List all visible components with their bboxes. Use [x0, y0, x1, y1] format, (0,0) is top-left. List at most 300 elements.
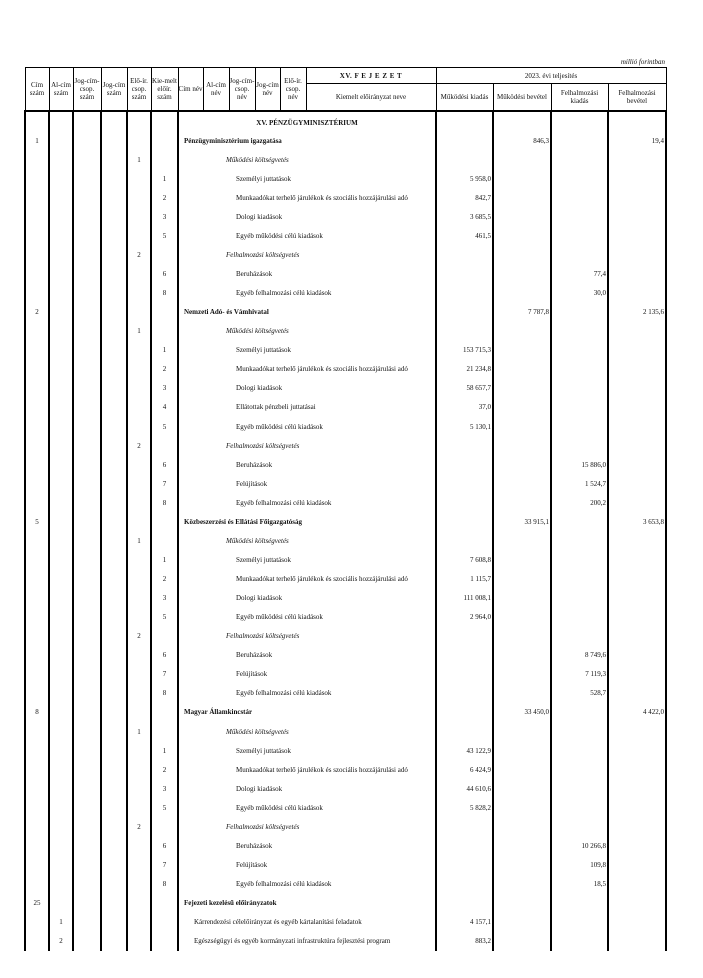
- alcim-szam-cell: [49, 245, 73, 264]
- table-row: [25, 665, 666, 684]
- mukodesi-bevetel-cell: [493, 855, 551, 874]
- eloir-csop-szam-cell: [127, 188, 151, 207]
- eloir-csop-szam-cell: [127, 455, 151, 474]
- jogcimcsop-szam-cell: [73, 455, 101, 474]
- budget-table: [24, 67, 667, 951]
- eloir-csop-szam-cell: [127, 360, 151, 379]
- felhalmozasi-kiadas-cell: [551, 398, 608, 417]
- table-row: [25, 417, 666, 436]
- jogcim-szam-cell: [101, 589, 127, 608]
- felhalmozasi-bevetel-cell: [608, 836, 666, 855]
- alcim-szam-cell: [49, 779, 73, 798]
- item-name-cell: Egyéb működési célú kiadások: [178, 226, 436, 245]
- kiemelt-eloir-szam-cell: 2: [151, 188, 178, 207]
- jogcimcsop-szam-cell: [73, 169, 101, 188]
- header-kiemelt-eloir-szam: Kie-melt előír. szám: [151, 68, 178, 112]
- felhalmozasi-kiadas-cell: [551, 894, 608, 913]
- table-row: [25, 779, 666, 798]
- header-jogcimcsop-nev: Jog-cím-csop. név: [229, 68, 255, 112]
- eloir-csop-szam-cell: [127, 169, 151, 188]
- felhalmozasi-bevetel-cell: [608, 913, 666, 932]
- table-row: [25, 474, 666, 493]
- alcim-szam-cell: [49, 855, 73, 874]
- mukodesi-kiadas-cell: 2 964,0: [436, 608, 493, 627]
- eloir-csop-szam-cell: [127, 760, 151, 779]
- item-name-cell: Nemzeti Adó- és Vámhivatal: [178, 303, 436, 322]
- eloir-csop-szam-cell: [127, 646, 151, 665]
- alcim-szam-cell: [49, 360, 73, 379]
- eloir-csop-szam-cell: [127, 341, 151, 360]
- felhalmozasi-bevetel-cell: [608, 436, 666, 455]
- felhalmozasi-bevetel-cell: [608, 646, 666, 665]
- item-name-cell: Közbeszerzési és Ellátási Főigazgatóság: [178, 512, 436, 531]
- eloir-csop-szam-cell: [127, 493, 151, 512]
- alcim-szam-cell: [49, 474, 73, 493]
- mukodesi-bevetel-cell: [493, 284, 551, 303]
- jogcim-szam-cell: [101, 779, 127, 798]
- jogcim-szam-cell: [101, 703, 127, 722]
- kiemelt-eloir-szam-cell: 6: [151, 646, 178, 665]
- table-row: [25, 150, 666, 169]
- felhalmozasi-bevetel-cell: [608, 245, 666, 264]
- alcim-szam-cell: [49, 646, 73, 665]
- jogcim-szam-cell: [101, 493, 127, 512]
- alcim-szam-cell: [49, 207, 73, 226]
- table-body: [25, 111, 666, 951]
- alcim-szam-cell: [49, 894, 73, 913]
- jogcimcsop-szam-cell: [73, 341, 101, 360]
- felhalmozasi-bevetel-cell: [608, 722, 666, 741]
- alcim-szam-cell: [49, 265, 73, 284]
- alcim-szam-cell: [49, 608, 73, 627]
- table-row: [25, 608, 666, 627]
- felhalmozasi-kiadas-cell: [551, 512, 608, 531]
- kiemelt-eloir-szam-cell: [151, 894, 178, 913]
- jogcim-szam-cell: [101, 531, 127, 550]
- kiemelt-eloir-szam-cell: 1: [151, 341, 178, 360]
- cim-szam-cell: [25, 226, 49, 245]
- eloir-csop-szam-cell: 1: [127, 531, 151, 550]
- felhalmozasi-bevetel-cell: [608, 627, 666, 646]
- alcim-szam-cell: 1: [49, 913, 73, 932]
- mukodesi-kiadas-cell: [436, 665, 493, 684]
- jogcimcsop-szam-cell: [73, 855, 101, 874]
- kiemelt-eloir-szam-cell: [151, 722, 178, 741]
- kiemelt-eloir-szam-cell: [151, 531, 178, 550]
- felhalmozasi-bevetel-cell: [608, 570, 666, 589]
- felhalmozasi-kiadas-cell: 30,0: [551, 284, 608, 303]
- header-alcim-nev: Al-cím név: [203, 68, 229, 112]
- felhalmozasi-bevetel-cell: 3 653,8: [608, 512, 666, 531]
- table-row: [25, 894, 666, 913]
- eloir-csop-szam-cell: [127, 684, 151, 703]
- mukodesi-kiadas-cell: [436, 455, 493, 474]
- table-row: [25, 760, 666, 779]
- cim-szam-cell: 25: [25, 894, 49, 913]
- kiemelt-eloir-szam-cell: 3: [151, 589, 178, 608]
- felhalmozasi-kiadas-cell: [551, 303, 608, 322]
- jogcim-szam-cell: [101, 836, 127, 855]
- eloir-csop-szam-cell: 2: [127, 627, 151, 646]
- jogcimcsop-szam-cell: [73, 894, 101, 913]
- cim-szam-cell: [25, 817, 49, 836]
- felhalmozasi-bevetel-cell: [608, 589, 666, 608]
- kiemelt-eloir-szam-cell: 3: [151, 207, 178, 226]
- header-felhalmozasi-bevetel: Felhalmozási bevétel: [608, 84, 666, 112]
- item-name-cell: Kárrendezési célelőirányzat és egyéb kártalanítási feladatok: [178, 913, 436, 932]
- cim-szam-cell: [25, 779, 49, 798]
- eloir-csop-szam-cell: [127, 913, 151, 932]
- alcim-szam-cell: [49, 875, 73, 894]
- table-row: [25, 188, 666, 207]
- alcim-szam-cell: [49, 226, 73, 245]
- jogcimcsop-szam-cell: [73, 188, 101, 207]
- table-row: [25, 493, 666, 512]
- eloir-csop-szam-cell: [127, 836, 151, 855]
- alcim-szam-cell: [49, 493, 73, 512]
- table-row: [25, 360, 666, 379]
- header-fejezet: XV. F E J E Z E T: [306, 68, 436, 84]
- jogcimcsop-szam-cell: [73, 684, 101, 703]
- jogcimcsop-szam-cell: [73, 646, 101, 665]
- felhalmozasi-bevetel-cell: [608, 284, 666, 303]
- kiemelt-eloir-szam-cell: [151, 322, 178, 341]
- mukodesi-kiadas-cell: [436, 722, 493, 741]
- alcim-szam-cell: [49, 436, 73, 455]
- felhalmozasi-kiadas-cell: [551, 417, 608, 436]
- item-name-cell: Dologi kiadások: [178, 207, 436, 226]
- jogcimcsop-szam-cell: [73, 245, 101, 264]
- felhalmozasi-bevetel-cell: [608, 322, 666, 341]
- alcim-szam-cell: [49, 741, 73, 760]
- cim-szam-cell: [25, 265, 49, 284]
- table-row: [25, 684, 666, 703]
- eloir-csop-szam-cell: [127, 284, 151, 303]
- jogcimcsop-szam-cell: [73, 665, 101, 684]
- jogcim-szam-cell: [101, 550, 127, 569]
- mukodesi-bevetel-cell: [493, 417, 551, 436]
- eloir-csop-szam-cell: [127, 398, 151, 417]
- cim-szam-cell: [25, 550, 49, 569]
- mukodesi-bevetel-cell: [493, 493, 551, 512]
- alcim-szam-cell: [49, 703, 73, 722]
- item-name-cell: Működési költségvetés: [178, 150, 436, 169]
- jogcimcsop-szam-cell: [73, 512, 101, 531]
- felhalmozasi-kiadas-cell: [551, 608, 608, 627]
- eloir-csop-szam-cell: [127, 570, 151, 589]
- jogcim-szam-cell: [101, 341, 127, 360]
- cim-szam-cell: [25, 474, 49, 493]
- eloir-csop-szam-cell: [127, 741, 151, 760]
- item-name-cell: Felújítások: [178, 474, 436, 493]
- kiemelt-eloir-szam-cell: 1: [151, 741, 178, 760]
- kiemelt-eloir-szam-cell: [151, 627, 178, 646]
- felhalmozasi-bevetel-cell: [608, 760, 666, 779]
- eloir-csop-szam-cell: [127, 589, 151, 608]
- felhalmozasi-kiadas-cell: [551, 150, 608, 169]
- jogcim-szam-cell: [101, 455, 127, 474]
- jogcimcsop-szam-cell: [73, 360, 101, 379]
- item-name-cell: Egyéb felhalmozási célú kiadások: [178, 875, 436, 894]
- jogcim-szam-cell: [101, 646, 127, 665]
- mukodesi-kiadas-cell: 21 234,8: [436, 360, 493, 379]
- jogcimcsop-szam-cell: [73, 398, 101, 417]
- table-row: [25, 627, 666, 646]
- mukodesi-bevetel-cell: [493, 722, 551, 741]
- eloir-csop-szam-cell: [127, 474, 151, 493]
- kiemelt-eloir-szam-cell: 6: [151, 455, 178, 474]
- mukodesi-kiadas-cell: 883,2: [436, 932, 493, 951]
- felhalmozasi-bevetel-cell: [608, 817, 666, 836]
- mukodesi-bevetel-cell: 33 450,0: [493, 703, 551, 722]
- felhalmozasi-bevetel-cell: [608, 379, 666, 398]
- mukodesi-kiadas-cell: [436, 303, 493, 322]
- jogcimcsop-szam-cell: [73, 703, 101, 722]
- mukodesi-bevetel-cell: [493, 531, 551, 550]
- mukodesi-kiadas-cell: [436, 894, 493, 913]
- item-name-cell: Felhalmozási költségvetés: [178, 817, 436, 836]
- felhalmozasi-kiadas-cell: [551, 741, 608, 760]
- felhalmozasi-kiadas-cell: [551, 207, 608, 226]
- item-name-cell: Munkaadókat terhelő járulékok és szociális hozzájárulási adó: [178, 360, 436, 379]
- table-row: [25, 512, 666, 531]
- cim-szam-cell: 1: [25, 131, 49, 150]
- felhalmozasi-bevetel-cell: [608, 855, 666, 874]
- felhalmozasi-bevetel-cell: [608, 608, 666, 627]
- jogcimcsop-szam-cell: [73, 932, 101, 951]
- jogcimcsop-szam-cell: [73, 436, 101, 455]
- felhalmozasi-kiadas-cell: 200,2: [551, 493, 608, 512]
- mukodesi-bevetel-cell: [493, 150, 551, 169]
- eloir-csop-szam-cell: 1: [127, 150, 151, 169]
- jogcimcsop-szam-cell: [73, 417, 101, 436]
- cim-szam-cell: 8: [25, 703, 49, 722]
- mukodesi-bevetel-cell: [493, 341, 551, 360]
- alcim-szam-cell: [49, 798, 73, 817]
- item-name-cell: Fejezeti kezelésű előirányzatok: [178, 894, 436, 913]
- cim-szam-cell: [25, 646, 49, 665]
- jogcimcsop-szam-cell: [73, 284, 101, 303]
- mukodesi-bevetel-cell: [493, 379, 551, 398]
- felhalmozasi-kiadas-cell: [551, 722, 608, 741]
- item-name-cell: Egyéb felhalmozási célú kiadások: [178, 493, 436, 512]
- felhalmozasi-bevetel-cell: [608, 550, 666, 569]
- eloir-csop-szam-cell: [127, 303, 151, 322]
- alcim-szam-cell: [49, 417, 73, 436]
- item-name-cell: Személyi juttatások: [178, 550, 436, 569]
- cim-szam-cell: [25, 341, 49, 360]
- felhalmozasi-kiadas-cell: [551, 341, 608, 360]
- mukodesi-bevetel-cell: [493, 207, 551, 226]
- kiemelt-eloir-szam-cell: 6: [151, 265, 178, 284]
- felhalmozasi-bevetel-cell: [608, 455, 666, 474]
- mukodesi-kiadas-cell: [436, 855, 493, 874]
- eloir-csop-szam-cell: [127, 608, 151, 627]
- mukodesi-bevetel-cell: [493, 684, 551, 703]
- mukodesi-kiadas-cell: 153 715,3: [436, 341, 493, 360]
- felhalmozasi-kiadas-cell: [551, 360, 608, 379]
- jogcimcsop-szam-cell: [73, 303, 101, 322]
- item-name-cell: Felhalmozási költségvetés: [178, 245, 436, 264]
- jogcim-szam-cell: [101, 265, 127, 284]
- jogcim-szam-cell: [101, 570, 127, 589]
- alcim-szam-cell: [49, 531, 73, 550]
- mukodesi-bevetel-cell: [493, 245, 551, 264]
- item-name-cell: Működési költségvetés: [178, 722, 436, 741]
- jogcim-szam-cell: [101, 875, 127, 894]
- jogcimcsop-szam-cell: [73, 627, 101, 646]
- table-row: [25, 131, 666, 150]
- felhalmozasi-bevetel-cell: [608, 894, 666, 913]
- kiemelt-eloir-szam-cell: 5: [151, 417, 178, 436]
- eloir-csop-szam-cell: [127, 875, 151, 894]
- mukodesi-kiadas-cell: 4 157,1: [436, 913, 493, 932]
- mukodesi-kiadas-cell: [436, 436, 493, 455]
- eloir-csop-szam-cell: [127, 703, 151, 722]
- alcim-szam-cell: 2: [49, 932, 73, 951]
- table-row: [25, 913, 666, 932]
- mukodesi-kiadas-cell: [436, 265, 493, 284]
- mukodesi-bevetel-cell: [493, 665, 551, 684]
- felhalmozasi-bevetel-cell: [608, 341, 666, 360]
- cim-szam-cell: [25, 436, 49, 455]
- jogcim-szam-cell: [101, 894, 127, 913]
- felhalmozasi-kiadas-cell: [551, 379, 608, 398]
- kiemelt-eloir-szam-cell: 8: [151, 875, 178, 894]
- jogcimcsop-szam-cell: [73, 836, 101, 855]
- alcim-szam-cell: [49, 379, 73, 398]
- mukodesi-kiadas-cell: 5 130,1: [436, 417, 493, 436]
- mukodesi-bevetel-cell: [493, 913, 551, 932]
- mukodesi-bevetel-cell: [493, 798, 551, 817]
- jogcim-szam-cell: [101, 627, 127, 646]
- alcim-szam-cell: [49, 512, 73, 531]
- mukodesi-bevetel-cell: [493, 817, 551, 836]
- felhalmozasi-kiadas-cell: 1 524,7: [551, 474, 608, 493]
- kiemelt-eloir-szam-cell: 4: [151, 398, 178, 417]
- eloir-csop-szam-cell: [127, 932, 151, 951]
- table-row: [25, 531, 666, 550]
- cim-szam-cell: [25, 722, 49, 741]
- jogcimcsop-szam-cell: [73, 550, 101, 569]
- felhalmozasi-bevetel-cell: [608, 665, 666, 684]
- cim-szam-cell: [25, 570, 49, 589]
- item-name-cell: Felújítások: [178, 665, 436, 684]
- jogcimcsop-szam-cell: [73, 913, 101, 932]
- jogcimcsop-szam-cell: [73, 589, 101, 608]
- eloir-csop-szam-cell: [127, 417, 151, 436]
- item-name-cell: Működési költségvetés: [178, 531, 436, 550]
- jogcimcsop-szam-cell: [73, 570, 101, 589]
- felhalmozasi-kiadas-cell: [551, 131, 608, 150]
- alcim-szam-cell: [49, 284, 73, 303]
- felhalmozasi-bevetel-cell: [608, 169, 666, 188]
- felhalmozasi-bevetel-cell: [608, 188, 666, 207]
- table-row: [25, 245, 666, 264]
- mukodesi-kiadas-cell: [436, 284, 493, 303]
- eloir-csop-szam-cell: 1: [127, 722, 151, 741]
- felhalmozasi-kiadas-cell: 8 749,6: [551, 646, 608, 665]
- mukodesi-bevetel-cell: [493, 188, 551, 207]
- table-row: [25, 798, 666, 817]
- alcim-szam-cell: [49, 684, 73, 703]
- table-row: [25, 379, 666, 398]
- table-row: [25, 589, 666, 608]
- jogcim-szam-cell: [101, 474, 127, 493]
- mukodesi-bevetel-cell: 33 915,1: [493, 512, 551, 531]
- felhalmozasi-bevetel-cell: [608, 684, 666, 703]
- kiemelt-eloir-szam-cell: [151, 303, 178, 322]
- mukodesi-kiadas-cell: 37,0: [436, 398, 493, 417]
- eloir-csop-szam-cell: [127, 379, 151, 398]
- alcim-szam-cell: [49, 131, 73, 150]
- felhalmozasi-kiadas-cell: [551, 760, 608, 779]
- cim-szam-cell: [25, 379, 49, 398]
- table-row: [25, 265, 666, 284]
- kiemelt-eloir-szam-cell: 3: [151, 779, 178, 798]
- felhalmozasi-bevetel-cell: [608, 875, 666, 894]
- eloir-csop-szam-cell: [127, 512, 151, 531]
- mukodesi-kiadas-cell: [436, 627, 493, 646]
- mukodesi-kiadas-cell: [436, 646, 493, 665]
- felhalmozasi-bevetel-cell: 4 422,0: [608, 703, 666, 722]
- header-jogcimcsop-szam: Jog-cím-csop. szám: [73, 68, 101, 112]
- mukodesi-kiadas-cell: 5 828,2: [436, 798, 493, 817]
- table-row: [25, 322, 666, 341]
- table-row: [25, 398, 666, 417]
- item-name-cell: Dologi kiadások: [178, 589, 436, 608]
- table-header: [25, 68, 666, 112]
- kiemelt-eloir-szam-cell: [151, 150, 178, 169]
- felhalmozasi-kiadas-cell: [551, 779, 608, 798]
- jogcim-szam-cell: [101, 226, 127, 245]
- felhalmozasi-kiadas-cell: 109,8: [551, 855, 608, 874]
- item-name-cell: Egyéb felhalmozási célú kiadások: [178, 284, 436, 303]
- kiemelt-eloir-szam-cell: [151, 913, 178, 932]
- felhalmozasi-kiadas-cell: [551, 817, 608, 836]
- cim-szam-cell: [25, 627, 49, 646]
- header-mukodesi-bevetel: Működési bevétel: [493, 84, 551, 112]
- cim-szam-cell: [25, 932, 49, 951]
- header-mukodesi-kiadas: Működési kiadás: [436, 84, 493, 112]
- kiemelt-eloir-szam-cell: 1: [151, 550, 178, 569]
- alcim-szam-cell: [49, 722, 73, 741]
- mukodesi-kiadas-cell: 461,5: [436, 226, 493, 245]
- mukodesi-kiadas-cell: 111 008,1: [436, 589, 493, 608]
- jogcim-szam-cell: [101, 169, 127, 188]
- alcim-szam-cell: [49, 169, 73, 188]
- felhalmozasi-kiadas-cell: [551, 322, 608, 341]
- table-row: [25, 169, 666, 188]
- eloir-csop-szam-cell: 2: [127, 436, 151, 455]
- item-name-cell: Dologi kiadások: [178, 779, 436, 798]
- jogcim-szam-cell: [101, 131, 127, 150]
- kiemelt-eloir-szam-cell: 8: [151, 284, 178, 303]
- jogcim-szam-cell: [101, 608, 127, 627]
- item-name-cell: Működési költségvetés: [178, 322, 436, 341]
- cim-szam-cell: [25, 855, 49, 874]
- table-row: [25, 932, 666, 951]
- item-name-cell: Dologi kiadások: [178, 379, 436, 398]
- mukodesi-kiadas-cell: [436, 493, 493, 512]
- mukodesi-bevetel-cell: [493, 894, 551, 913]
- item-name-cell: Egyéb felhalmozási célú kiadások: [178, 684, 436, 703]
- mukodesi-kiadas-cell: 5 958,0: [436, 169, 493, 188]
- jogcimcsop-szam-cell: [73, 474, 101, 493]
- cim-szam-cell: [25, 875, 49, 894]
- item-name-cell: Személyi juttatások: [178, 341, 436, 360]
- mukodesi-kiadas-cell: 58 657,7: [436, 379, 493, 398]
